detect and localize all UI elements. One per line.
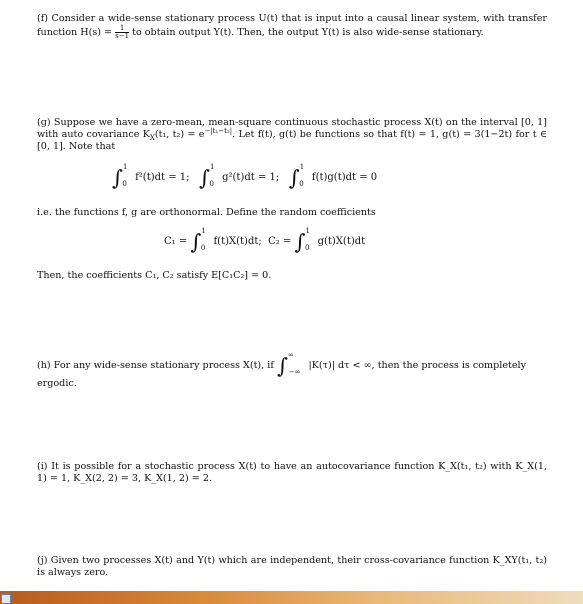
problem-j: (j) Given two processes X(t) and Y(t) which are independent, their cross-covariance function K_XY(t₁, t₂) is always zero.	[37, 555, 547, 578]
problem-g	[37, 117, 547, 153]
orthonormal-equations: ∫$^1_0$ f²(t)dt = 1; ∫$^1_0$ g²(t)dt = 1; ∫$^1_0$ f(t)g(t)dt = 0	[112, 163, 378, 190]
problem-f-text: (f) Consider a wide-sense stationary process U(t) that is input into a causal linear system, with transfer function H(s) = $\frac{1}{s-1}$ to obtain output Y(t). Then, the output Y(t) is also wide-sense stationary.	[37, 13, 547, 40]
transfer-fraction: $\frac{1}{s-1}$	[115, 24, 130, 40]
taskbar-strip	[0, 591, 583, 604]
problem-g-conclusion: Then, the coefficients C₁, C₂ satisfy E[C₁C₂] = 0.	[37, 270, 272, 281]
problem-g-text: (g) Suppose we have a zero-mean, mean-square continuous stochastic process X(t) on the interval [0, 1] with auto covariance $K_X(t_1$, $t_2) = e^{-|t_1-t_2|}$. Let f(t), g(t) be functions so that f(t) = 1, g(t) = 3(1−2t) for t ∈ [0, 1]. Note that	[37, 117, 547, 152]
orthonormal-text: i.e. the functions f, g are orthonormal. Define the random coefficients	[37, 207, 376, 218]
problem-f	[37, 13, 547, 40]
window-icon[interactable]	[1, 594, 11, 604]
problem-h-text: (h) For any wide-sense stationary process X(t), if $\int^\infty_{-\infty}$ |K(τ)| dτ < ∞, then the process is completely	[37, 351, 527, 378]
problem-h: (h) For any wide-sense stationary process X(t), if $\int^\infty_{-\infty}$ |K(τ)| dτ < ∞, then the process is completely ergodic.	[37, 356, 547, 390]
coefficient-equations: C₁ = ∫$^1_0$ f(t)X(t)dt; C₂ = ∫$^1_0$ g(t)X(t)dt	[164, 227, 366, 254]
problem-i: (i) It is possible for a stochastic process X(t) to have an autocovariance function K_X(t₁, t₂) with K_X(1, 1) = 1, K_X(2, 2) = 3, K_X(1, 2) = 2.	[37, 461, 547, 484]
